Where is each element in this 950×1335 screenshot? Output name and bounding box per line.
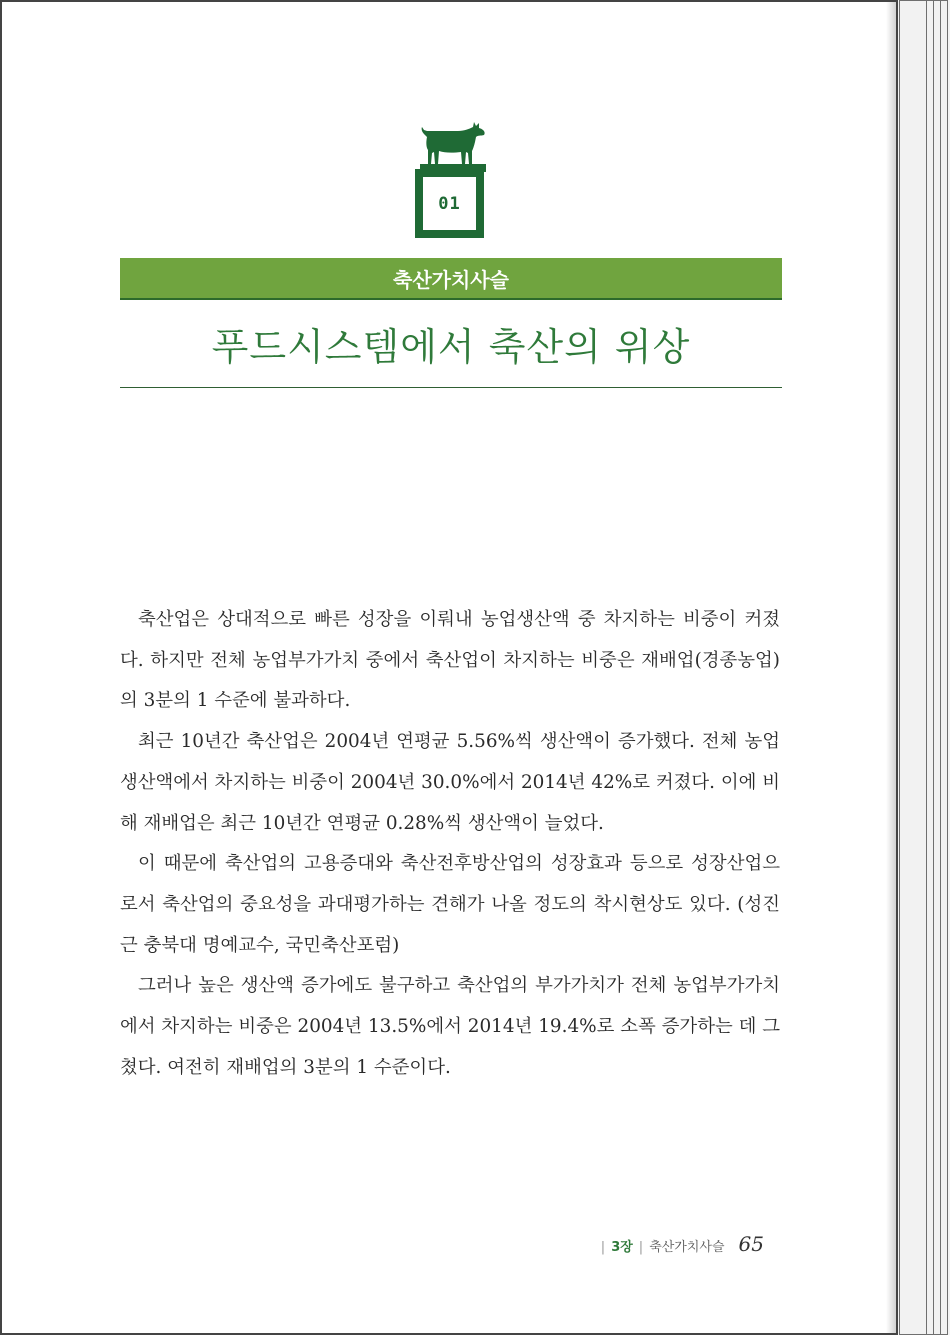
cow-icon (420, 120, 486, 172)
paragraph: 최근 10년간 축산업은 2004년 연평균 5.56%씩 생산액이 증가했다. 전체 농업생산액에서 차지하는 비중이 2004년 30.0%에서 2014년 42%로 커졌다. 이에 비해 재배업은 최근 10년간 연평균 0.28%씩 생산액이 늘었다. (120, 731, 780, 834)
page-edge (899, 0, 927, 1335)
paragraph: 축산업은 상대적으로 빠른 성장을 이뤄내 농업생산액 중 차지하는 비중이 커졌다. 하지만 전체 농업부가가치 중에서 축산업이 차지하는 비중은 재배업(경종농업)의 3분의 1 수준에 불과하다. (120, 609, 780, 712)
footer-chapter: 3장 (611, 1240, 633, 1255)
title-divider (120, 387, 782, 388)
chapter-number: 01 (438, 193, 461, 214)
page-footer (601, 1232, 764, 1256)
chapter-number-box (415, 169, 484, 238)
paragraph: 이 때문에 축산업의 고용증대와 축산전후방산업의 성장효과 등으로 성장산업으로서 축산업의 중요성을 과대평가하는 견해가 나올 정도의 착시현상도 있다. (성진근 충북대 명예교수, 국민축산포럼) (120, 853, 780, 956)
footer-section: 축산가치사슬 (649, 1240, 725, 1255)
page-number: 65 (738, 1232, 764, 1256)
page-title: 푸드시스템에서 축산의 위상 (211, 325, 691, 369)
footer-separator: | (638, 1240, 644, 1255)
category-banner (120, 258, 782, 300)
footer-separator: | (600, 1240, 606, 1255)
category-label: 축산가치사슬 (393, 267, 509, 292)
chapter-emblem (412, 120, 488, 240)
paragraph: 그러나 높은 생산액 증가에도 불구하고 축산업의 부가가치가 전체 농업부가가치에서 차지하는 비중은 2004년 13.5%에서 2014년 19.4%로 소폭 증가하는 데 그쳤다. 여전히 재배업의 3분의 1 수준이다. (120, 975, 780, 1078)
article-body (120, 600, 780, 1088)
